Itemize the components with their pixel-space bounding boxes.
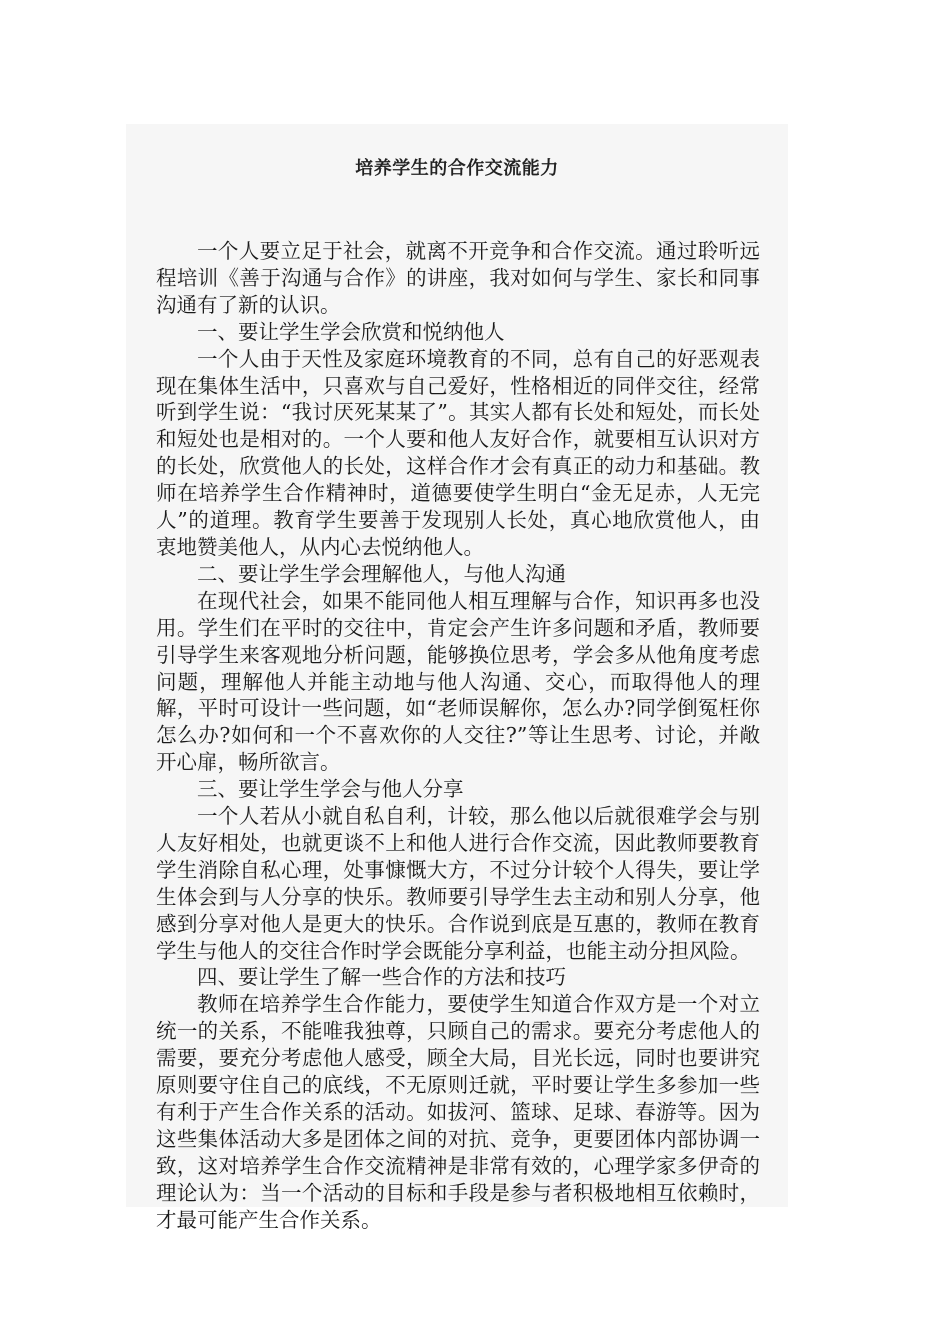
heading-section-4: 四、要让学生了解一些合作的方法和技巧: [197, 965, 566, 990]
document-body: [156, 238, 760, 1234]
heading-section-2: 二、要让学生学会理解他人，与他人沟通: [197, 561, 566, 586]
document-title: 培养学生的合作交流能力: [355, 158, 559, 179]
paragraph-section-2: 在现代社会，如果不能同他人相互理解与合作，知识再多也没用。学生们在平时的交往中，肯定会产生许多问题和矛盾，教师要引导学生来客观地分析问题，能够换位思考，学会多从他角度考虑问题，理解他人并能主动地与他人沟通、交心，而取得他人的理解，平时可设计一些问题，如“老师误解你，怎么办?同学倒冤枉你怎么办?如何和一个不喜欢你的人交往?”等让生思考、讨论，并敞开心扉，畅所欲言。: [156, 588, 760, 775]
heading-section-3: 三、要让学生学会与他人分享: [197, 777, 464, 802]
paragraph-intro: 一个人要立足于社会，就离不开竞争和合作交流。通过聆听远程培训《善于沟通与合作》的讲座，我对如何与学生、家长和同事沟通有了新的认识。: [156, 239, 760, 317]
paragraph-section-4: 教师在培养学生合作能力，要使学生知道合作双方是一个对立统一的关系，不能唯我独尊，只顾自己的需求。要充分考虑他人的需要，要充分考虑他人感受，顾全大局，目光长远，同时也要讲究原则要守住自己的底线，不无原则迁就，平时要让学生多参加一些有利于产生合作关系的活动。如拔河、篮球、足球、春游等。因为这些集体活动大多是团体之间的对抗、竞争，更要团体内部协调一致，这对培养学生合作交流精神是非常有效的，心理学家多伊奇的理论认为：当一个活动的目标和手段是参与者积极地相互依赖时，才最可能产生合作关系。: [156, 992, 760, 1232]
paragraph-section-3: 一个人若从小就自私自利，计较，那么他以后就很难学会与别人友好相处，也就更谈不上和他人进行合作交流，因此教师要教育学生消除自私心理，处事慷慨大方，不过分计较个人得失，要让学生体会到与人分享的快乐。教师要引导学生去主动和别人分享，他感到分享对他人是更大的快乐。合作说到底是互惠的，教师在教育学生与他人的交往合作时学会既能分享利益，也能主动分担风险。: [156, 804, 760, 963]
heading-section-1: 一、要让学生学会欣赏和悦纳他人: [197, 319, 505, 344]
document-panel: [126, 124, 788, 1232]
paragraph-section-1: 一个人由于天性及家庭环境教育的不同，总有自己的好恶观表现在集体生活中，只喜欢与自己爱好，性格相近的同伴交往，经常听到学生说：“我讨厌死某某了”。其实人都有长处和短处，而长处和短处也是相对的。一个人要和他人友好合作，就要相互认识对方的长处，欣赏他人的长处，这样合作才会有真正的动力和基础。教师在培养学生合作精神时，道德要使学生明白“金无足赤，人无完人”的道理。教育学生要善于发现别人长处，真心地欣赏他人，由衷地赞美他人，从内心去悦纳他人。: [156, 346, 760, 559]
